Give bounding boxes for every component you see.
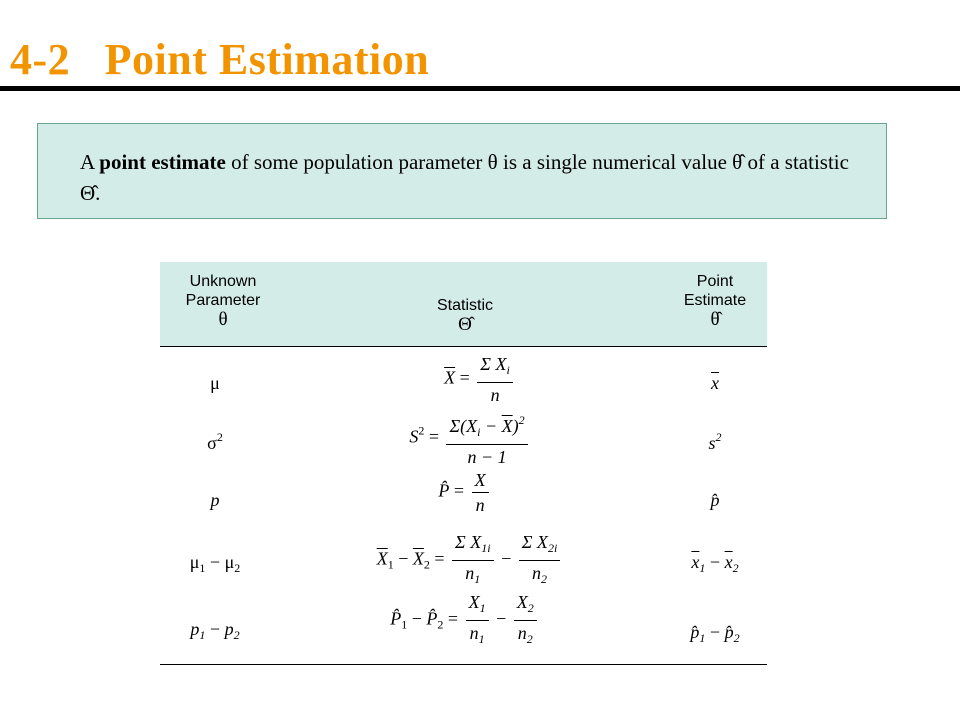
param-op: −: [205, 619, 225, 639]
num-sup: 2: [518, 413, 525, 427]
stat-lhs-a: P̂: [390, 608, 402, 629]
header-stat-label: Statistic: [436, 297, 493, 314]
denominator-text: n: [532, 563, 541, 583]
definition-term: point estimate: [99, 150, 226, 174]
header-est-line2: Estimate: [683, 292, 747, 309]
fraction: [477, 354, 513, 405]
equals-sign: =: [459, 367, 470, 388]
fraction-numerator: [446, 410, 527, 445]
header-unknown-parameter: [168, 272, 278, 329]
fraction-numerator: X: [472, 470, 489, 493]
est-b: p̂: [724, 622, 734, 642]
estimate-symbol: p̂: [710, 490, 720, 510]
est-b: $\overline{x}$: [724, 552, 733, 572]
header-est-line1: Point: [696, 273, 734, 290]
stat-lhs: P̂: [438, 480, 450, 501]
param-symbol: σ: [207, 433, 217, 453]
param-b-sub: 2: [234, 561, 241, 575]
est-op: −: [705, 552, 725, 572]
param-sup: 2: [216, 430, 223, 444]
numerator-sub: 2i: [547, 541, 558, 555]
definition-text: [80, 147, 870, 209]
stat-lhs-b-sub: 2: [437, 617, 444, 632]
stat-lhs-a-sub: 1: [387, 557, 394, 572]
denominator-sub: 1: [478, 632, 485, 646]
definition-part-3: of a statistic: [742, 150, 849, 174]
est-b-sub: 2: [732, 561, 739, 575]
capital-theta-hat-symbol: Θ̂: [80, 181, 96, 205]
est-b-sub: 2: [733, 631, 740, 645]
equals-sign: =: [428, 426, 439, 447]
estimate-cell: [680, 430, 750, 454]
header-stat-symbol: Θ̂: [458, 314, 472, 335]
stat-lhs-a-sub: 1: [401, 617, 408, 632]
numerator-text: Σ X: [480, 354, 507, 374]
slide-title: 4-2 Point Estimation: [10, 35, 430, 84]
fraction: [466, 592, 489, 649]
estimate-cell: [680, 373, 750, 394]
definition-part-4: .: [95, 181, 101, 205]
denominator-sub: 2: [541, 572, 547, 586]
stat-lhs-b: P̂: [426, 608, 438, 629]
estimate-cell: [660, 622, 770, 646]
param-b: p: [224, 619, 234, 639]
fraction-numerator: [514, 592, 537, 621]
minus-sign: −: [496, 608, 507, 629]
param-cell: [180, 430, 250, 454]
estimate-cell: [660, 552, 770, 576]
header-param-symbol: θ: [218, 309, 228, 330]
estimators-table: [160, 262, 767, 666]
definition-part-1: A: [80, 150, 100, 174]
header-param-line2: Parameter: [185, 292, 261, 309]
denominator-text: n: [465, 563, 475, 583]
definition-part-2: of some population parameter θ is a single numerical value: [225, 150, 733, 174]
equals-sign: =: [434, 548, 445, 569]
fraction-denominator: [462, 561, 483, 589]
param-cell: [165, 619, 265, 643]
denominator-text: n: [517, 623, 527, 643]
stat-lhs-b: $\overline{X}$: [412, 548, 424, 569]
stat-lhs-a: $\overline{X}$: [376, 548, 388, 569]
theta-hat-symbol: θ̂: [732, 150, 743, 174]
statistic-cell: [370, 410, 570, 467]
equals-sign: =: [453, 480, 465, 501]
numerator-text: X: [516, 592, 528, 612]
fraction-denominator: [529, 561, 550, 589]
fraction-numerator: [452, 532, 494, 561]
header-param-line1: Unknown: [189, 273, 257, 290]
fraction: [446, 410, 527, 467]
param-a-sub: 1: [199, 628, 206, 642]
header-statistic: [410, 296, 520, 334]
stat-lhs: S: [409, 426, 419, 447]
stat-lhs: $\overline{X}$: [444, 367, 456, 388]
header-est-symbol: θ̂: [710, 309, 720, 330]
num-part-a: Σ(X: [449, 416, 478, 436]
est-a-sub: 1: [699, 561, 706, 575]
fraction: [452, 532, 494, 589]
param-op: −: [205, 552, 225, 572]
stat-lhs-op: −: [407, 608, 427, 629]
definition-box: [37, 123, 887, 219]
statistic-cell: [400, 470, 530, 515]
num-bar: $\overline{X}$: [501, 416, 513, 436]
statistic-cell: [350, 592, 580, 649]
fraction-denominator: n: [490, 385, 500, 405]
statistic-cell: [400, 354, 560, 405]
table-bottom-rule: [160, 664, 767, 665]
denominator-text: n: [469, 623, 479, 643]
estimate-cell: [680, 490, 750, 511]
minus-sign: −: [501, 548, 512, 569]
title-underline: [0, 86, 960, 91]
denominator-sub: 2: [526, 632, 533, 646]
numerator-sub: 1: [479, 601, 486, 615]
fraction: [472, 470, 489, 515]
num-sub: i: [477, 425, 481, 439]
numerator-text: Σ X: [455, 532, 482, 552]
est-op: −: [705, 622, 725, 642]
est-a: $\overline{x}$: [691, 552, 700, 572]
numerator-sub: i: [506, 363, 510, 377]
param-b-sub: 2: [233, 628, 240, 642]
param-cell: [180, 373, 250, 394]
table-header: [160, 262, 767, 347]
est-a-sub: 1: [699, 631, 706, 645]
param-cell: [180, 490, 250, 511]
estimate-sup: 2: [715, 430, 722, 444]
param-symbol: μ: [210, 373, 220, 393]
param-symbol: p: [210, 490, 220, 510]
numerator-text: Σ X: [521, 532, 548, 552]
fraction-numerator: [466, 592, 489, 621]
est-a: p̂: [690, 622, 700, 642]
numerator-sub: 2: [527, 601, 534, 615]
param-b: μ: [224, 552, 235, 572]
equals-sign: =: [447, 608, 459, 629]
fraction: [519, 532, 561, 589]
estimate-symbol: s: [708, 433, 716, 453]
stat-lhs-op: −: [393, 548, 413, 569]
param-a: p: [190, 619, 200, 639]
param-a: μ: [189, 552, 200, 572]
statistic-cell: [340, 532, 600, 589]
fraction-numerator: [477, 354, 513, 383]
fraction: [514, 592, 537, 649]
num-part-c: ): [512, 416, 519, 436]
fraction-denominator: [467, 621, 488, 649]
estimate-symbol: $\overline{x}$: [711, 373, 719, 393]
param-cell: [165, 552, 265, 576]
num-part-b: −: [480, 416, 502, 436]
header-point-estimate: [665, 272, 765, 329]
numerator-sub: 1i: [481, 541, 491, 555]
stat-lhs-b-sub: 2: [423, 557, 430, 572]
stat-lhs-sup: 2: [418, 423, 425, 438]
denominator-sub: 1: [474, 572, 481, 586]
fraction-denominator: n − 1: [467, 447, 507, 467]
param-a-sub: 1: [199, 561, 206, 575]
fraction-denominator: [515, 621, 536, 649]
fraction-denominator: n: [475, 495, 485, 515]
fraction-numerator: [519, 532, 561, 561]
numerator-text: X: [468, 592, 480, 612]
